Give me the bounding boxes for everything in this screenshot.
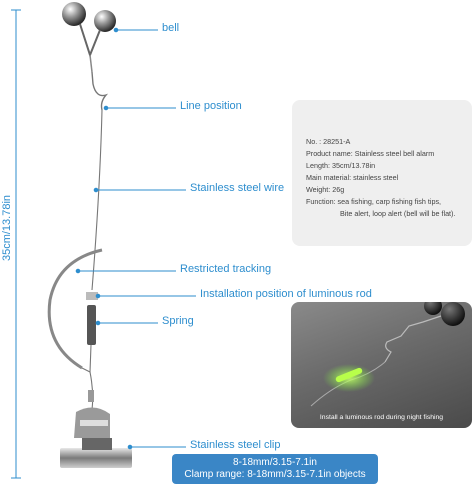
clamp-range-text: Clamp range: 8-18mm/3.15-7.1in objects <box>184 469 366 480</box>
clamp-range-box <box>172 454 378 484</box>
spec-function-cont: Bite alert, loop alert (bell will be flat). <box>340 209 456 218</box>
spec-product-name: Product name: Stainless steel bell alarm <box>306 149 435 158</box>
callout-steel-clip: Stainless steel clip <box>190 439 281 451</box>
callout-luminous-rod: Installation position of luminous rod <box>200 288 372 300</box>
length-dimension-label: 35cm/13.78in <box>1 194 13 262</box>
callout-stainless-wire: Stainless steel wire <box>190 182 285 194</box>
bell-alarm-illustration <box>30 0 230 488</box>
night-fishing-photo <box>291 302 472 428</box>
spec-material: Main material: stainless steel <box>306 173 399 182</box>
spec-weight: Weight: 26g <box>306 185 345 194</box>
callout-bell: bell <box>162 22 180 34</box>
callout-restricted-tracking: Restricted tracking <box>180 263 272 275</box>
callout-line-position: Line position <box>180 100 242 112</box>
photo-caption: Install a luminous rod during night fishing <box>319 414 444 421</box>
spec-function: Function: sea fishing, carp fishing fish tips, <box>306 197 442 206</box>
clamp-range-size: 8-18mm/3.15-7.1in <box>233 457 317 468</box>
spec-card <box>292 100 472 246</box>
spec-item-number: No. : 28251-A <box>306 137 351 146</box>
spec-length: Length: 35cm/13.78in <box>306 161 376 170</box>
bell-icon <box>62 2 86 26</box>
spring-shape <box>87 305 96 345</box>
callout-spring: Spring <box>162 315 194 327</box>
